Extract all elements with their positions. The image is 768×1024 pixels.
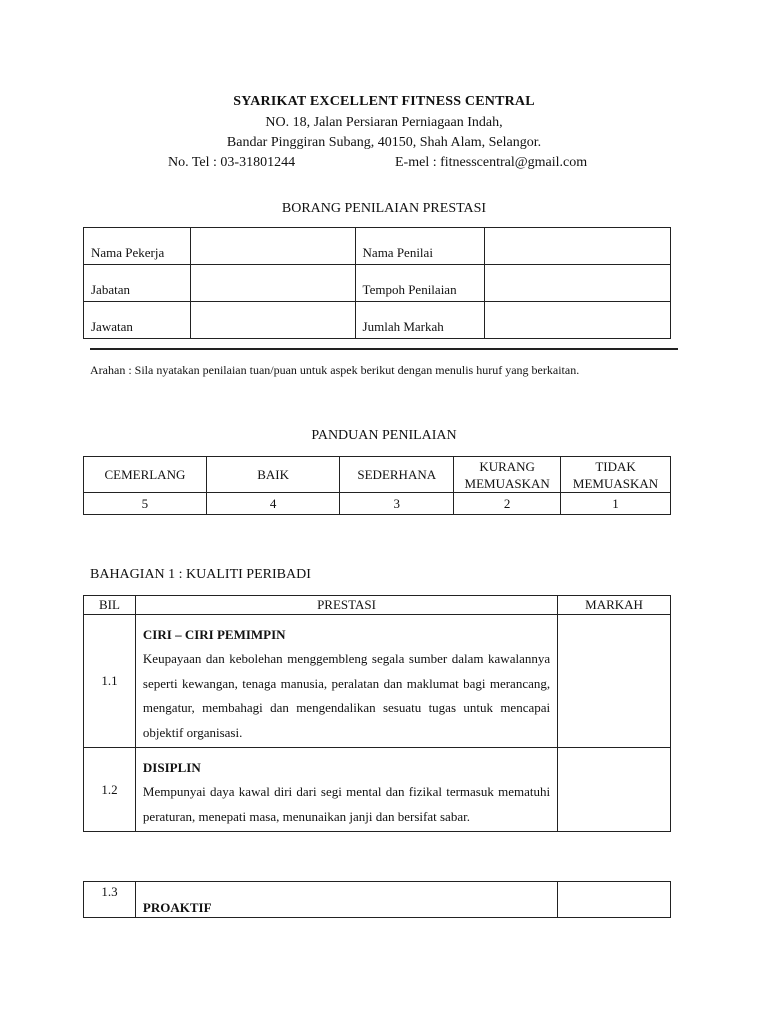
- markah-field[interactable]: [558, 882, 671, 918]
- contact-line: [0, 155, 768, 173]
- criterion-description: Keupayaan dan kebolehan menggembleng segala sumber dalam kawalannya seperti kewangan, tenaga manusia, peralatan dan maklumat bagi merancang, mengatur, membahagi dan mengendalikan sesuatu tugas untuk mencapai objektif organisasi.: [142, 651, 551, 740]
- info-row: [84, 228, 671, 265]
- telephone: No. Tel : 03-31801244: [168, 155, 296, 170]
- jumlah-markah-label: Jumlah Markah: [355, 302, 485, 339]
- form-title: BORANG PENILAIAN PRESTASI: [281, 201, 487, 216]
- level-label-line: MEMUASKAN: [464, 475, 550, 491]
- guide-score-row: [84, 493, 671, 515]
- score-kurang-memuaskan: 2: [454, 493, 561, 515]
- nama-penilai-label: Nama Penilai: [355, 228, 485, 265]
- jabatan-field[interactable]: [190, 265, 355, 302]
- criterion-description: Mempunyai daya kawal diri dari segi mental dan fizikal termasuk mematuhi peraturan, menepati masa, menunaikan janji dan bersifat sabar.: [142, 784, 551, 824]
- guide-header-row: [84, 457, 671, 493]
- email: E-mel : fitnesscentral@gmail.com: [395, 155, 588, 170]
- level-label-line: KURANG: [479, 458, 535, 474]
- level-sederhana: SEDERHANA: [340, 457, 454, 493]
- table-header-row: [84, 596, 671, 615]
- criterion-title: PROAKTIF: [142, 900, 212, 915]
- instruction-text: Arahan : Sila nyatakan penilaian tuan/puan untuk aspek berikut dengan menulis huruf yang berkaitan.: [90, 363, 580, 377]
- jawatan-field[interactable]: [190, 302, 355, 339]
- row-number: 1.3: [84, 882, 136, 918]
- nama-pekerja-label: Nama Pekerja: [84, 228, 191, 265]
- divider: [90, 348, 678, 350]
- criterion-title: DISIPLIN: [142, 760, 201, 775]
- level-baik: BAIK: [206, 457, 340, 493]
- score-sederhana: 3: [340, 493, 454, 515]
- tempoh-penilaian-label: Tempoh Penilaian: [355, 265, 485, 302]
- assessment-table: [83, 595, 671, 832]
- level-kurang-memuaskan: [454, 457, 561, 493]
- table-row: [84, 615, 671, 748]
- row-number: 1.2: [84, 748, 136, 832]
- criterion-cell: [135, 748, 557, 832]
- rating-guide-table: [83, 456, 671, 515]
- markah-field[interactable]: [558, 615, 671, 748]
- level-label-line: TIDAK: [595, 458, 636, 474]
- jabatan-label: Jabatan: [84, 265, 191, 302]
- criterion-cell: [135, 882, 557, 918]
- jumlah-markah-field[interactable]: [485, 302, 671, 339]
- nama-penilai-field[interactable]: [485, 228, 671, 265]
- score-baik: 4: [206, 493, 340, 515]
- column-header-markah: MARKAH: [558, 596, 671, 615]
- row-number: 1.1: [84, 615, 136, 748]
- nama-pekerja-field[interactable]: [190, 228, 355, 265]
- info-row: [84, 265, 671, 302]
- employee-info-table: [83, 227, 671, 339]
- criterion-cell: [135, 615, 557, 748]
- score-tidak-memuaskan: 1: [561, 493, 671, 515]
- address-line-1: NO. 18, Jalan Persiaran Perniagaan Indah,: [265, 115, 503, 130]
- info-row: [84, 302, 671, 339]
- table-row: [84, 748, 671, 832]
- level-tidak-memuaskan: [561, 457, 671, 493]
- section-title: BAHAGIAN 1 : KUALITI PERIBADI: [90, 567, 311, 582]
- tempoh-penilaian-field[interactable]: [485, 265, 671, 302]
- column-header-prestasi: PRESTASI: [135, 596, 557, 615]
- score-cemerlang: 5: [84, 493, 207, 515]
- address-line-2: Bandar Pinggiran Subang, 40150, Shah Alam, Selangor.: [226, 135, 542, 150]
- level-cemerlang: CEMERLANG: [84, 457, 207, 493]
- markah-field[interactable]: [558, 748, 671, 832]
- column-header-bil: BIL: [84, 596, 136, 615]
- criterion-title: CIRI – CIRI PEMIMPIN: [142, 627, 286, 642]
- guide-title: PANDUAN PENILAIAN: [311, 428, 457, 443]
- assessment-table-continued: [83, 881, 671, 918]
- jawatan-label: Jawatan: [84, 302, 191, 339]
- company-name: SYARIKAT EXCELLENT FITNESS CENTRAL: [233, 94, 535, 109]
- table-row: [84, 882, 671, 918]
- level-label-line: MEMUASKAN: [572, 475, 659, 491]
